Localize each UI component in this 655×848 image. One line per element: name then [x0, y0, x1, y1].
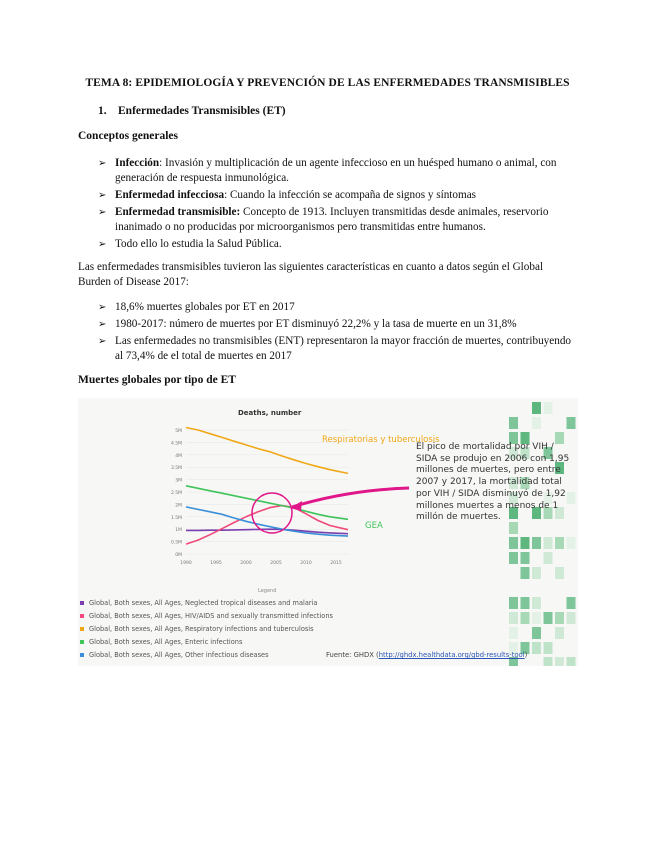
y-tick-label: 2M	[175, 503, 182, 509]
arrow-bullet-icon: ➢	[98, 207, 107, 218]
legend-item: Global, Both sexes, All Ages, Other infectious diseases	[78, 648, 390, 661]
mosaic-tile	[521, 537, 530, 549]
legend-item: Global, Both sexes, All Ages, Respiratory infections and tuberculosis	[78, 622, 390, 635]
x-tick-label: 2015	[330, 561, 342, 566]
chart-title: Deaths, number	[238, 409, 302, 417]
bullet-item	[98, 300, 578, 315]
mosaic-tile	[532, 537, 541, 549]
bullet-term: Enfermedad infecciosa	[115, 189, 225, 201]
mosaic-tile	[555, 567, 564, 579]
bullet-text: Cuando la infección se acompaña de signos y síntomas	[229, 189, 477, 201]
y-tick-label: 2.5M	[170, 491, 182, 496]
mosaic-tile	[532, 567, 541, 579]
bullet-text: Las enfermedades no transmisibles (ENT) representaron la mayor fracción de muertes, contribuyendo al 73,4% de el total de muertes en 2017	[115, 335, 572, 362]
mosaic-tile	[532, 417, 541, 429]
mosaic-tile	[532, 597, 541, 609]
y-tick-label: 4.5M	[170, 441, 182, 447]
bullet-item	[98, 317, 578, 332]
legend-item: Global, Both sexes, All Ages, Neglected tropical diseases and malaria	[78, 596, 390, 609]
legend-swatch	[80, 627, 84, 631]
mosaic-tile	[567, 597, 576, 609]
bullet-term: Enfermedad transmisible:	[115, 206, 241, 218]
section-label: Enfermedades Transmisibles (ET)	[118, 105, 286, 117]
mosaic-tile	[544, 552, 553, 564]
x-tick-label: 1995	[210, 561, 222, 566]
mosaic-tile	[544, 537, 553, 549]
mosaic-tile	[532, 642, 541, 654]
y-tick-label: 0M	[175, 553, 182, 558]
legend-swatch	[80, 614, 84, 618]
bullet-item: ➢ Enfermedad infecciosa: Cuando la infección se acompaña de signos y síntomas	[98, 189, 477, 201]
bullet-text: Todo ello lo estudia la Salud Pública.	[115, 238, 282, 250]
legend-item: Global, Both sexes, All Ages, HIV/AIDS and sexually transmitted infections	[78, 609, 390, 622]
bullet-text: Concepto de 1913. Incluyen transmitidas desde animales, reservorio inanimado o no producidas por microorganismos pero transmitidas entre humanos.	[115, 206, 549, 233]
x-tick-label: 2000	[240, 561, 252, 566]
bullet-item: ➢ Infección: Invasión y multiplicación de un agente infeccioso en un huésped humano o animal, con generación de respuesta inmunológica.	[98, 157, 557, 184]
arrow-bullet-icon: ➢	[98, 319, 107, 330]
mosaic-tile	[509, 612, 518, 624]
mosaic-tile	[509, 417, 518, 429]
y-tick-label: 0.5M	[170, 540, 182, 546]
legend-item: Global, Both sexes, All Ages, Enteric infections	[78, 635, 390, 648]
mosaic-tile	[567, 537, 576, 549]
section-number: 1.	[98, 105, 107, 117]
x-tick-label: 1990	[180, 561, 192, 566]
annotation-gea: GEA	[365, 521, 383, 531]
mosaic-tile	[555, 537, 564, 549]
mosaic-tile	[555, 657, 564, 666]
mosaic-tile	[544, 657, 553, 666]
bullet-item	[98, 205, 578, 235]
figure-source: Fuente: GHDX (http://ghdx.healthdata.org/gbd-results-tool)	[326, 651, 528, 659]
bullet-text: 1980-2017: número de muertes por ET disminuyó 22,2% y la tasa de muerte en un 31,8%	[115, 318, 517, 330]
arrow-bullet-icon: ➢	[98, 158, 107, 169]
section-heading	[98, 105, 286, 117]
mosaic-tile	[532, 402, 541, 414]
deaths-figure	[78, 398, 578, 666]
page-title: TEMA 8: EPIDEMIOLOGÍA Y PREVENCIÓN DE LAS ENFERMEDADES TRANSMISIBLES	[85, 77, 570, 89]
mosaic-tile	[521, 612, 530, 624]
source-link[interactable]: http://ghdx.healthdata.org/gbd-results-tool	[378, 651, 525, 659]
mosaic-tile	[532, 627, 541, 639]
bullet-item	[98, 334, 578, 364]
legend-swatch	[80, 601, 84, 605]
mosaic-tile	[521, 567, 530, 579]
series-line-enteric-infections	[186, 486, 348, 520]
mosaic-tile	[555, 612, 564, 624]
mosaic-tile	[521, 552, 530, 564]
y-tick-label: 3M	[175, 478, 182, 484]
y-tick-label: 3.5M	[170, 466, 182, 472]
annotation-respiratorias: Respiratorias y tuberculosis	[322, 435, 440, 445]
mosaic-tile	[509, 627, 518, 639]
bullet-item	[98, 237, 578, 252]
mosaic-tile	[509, 537, 518, 549]
mosaic-tile	[555, 627, 564, 639]
figure-heading: Muertes globales por tipo de ET	[78, 374, 236, 386]
x-tick-label: 2005	[270, 561, 282, 566]
arrow-bullet-icon: ➢	[98, 336, 107, 347]
gbd-list	[98, 300, 578, 366]
legend-swatch	[80, 653, 84, 657]
mosaic-tile	[544, 642, 553, 654]
mosaic-tile	[567, 417, 576, 429]
mosaic-tile	[544, 402, 553, 414]
mosaic-tile	[567, 657, 576, 666]
hiv-peak-note: El pico de mortalidad por VIH / SIDA se produjo en 2006 con 1,95 millones de muertes, pero entre 2007 y 2017, la mortalidad total por VIH / SIDA disminuyó de 1,92 millones muertes a menos de 1 millón de muertes.	[416, 442, 570, 523]
bullet-text: 18,6% muertes globales por ET en 2017	[115, 301, 295, 313]
mosaic-tile	[567, 612, 576, 624]
arrow-bullet-icon: ➢	[98, 239, 107, 250]
bullet-term: Infección	[115, 157, 160, 169]
mosaic-tile	[509, 552, 518, 564]
gbd-intro: Las enfermedades transmisibles tuvieron las siguientes características en cuanto a datos según el Global Burden of Disease 2017:	[78, 261, 544, 288]
legend-swatch	[80, 640, 84, 644]
mosaic-tile	[509, 597, 518, 609]
x-tick-label: 2010	[300, 561, 312, 566]
mosaic-tile	[544, 612, 553, 624]
conceptos-list	[98, 156, 578, 254]
arrow-bullet-icon: ➢	[98, 190, 107, 201]
pointer-arrow-icon	[292, 488, 409, 507]
arrow-bullet-icon: ➢	[98, 302, 107, 313]
y-tick-label: 1M	[175, 528, 182, 534]
y-tick-label: 1.5M	[170, 515, 182, 521]
mosaic-tile	[521, 597, 530, 609]
legend-caption: Legend	[258, 588, 277, 594]
y-tick-label: 5M	[175, 429, 182, 434]
mosaic-tile	[532, 612, 541, 624]
bullet-text: Invasión y multiplicación de un agente infeccioso en un huésped humano o animal, con generación de respuesta inmunológica.	[115, 157, 557, 184]
conceptos-heading: Conceptos generales	[78, 130, 178, 142]
y-tick-label: 4M	[175, 453, 182, 459]
